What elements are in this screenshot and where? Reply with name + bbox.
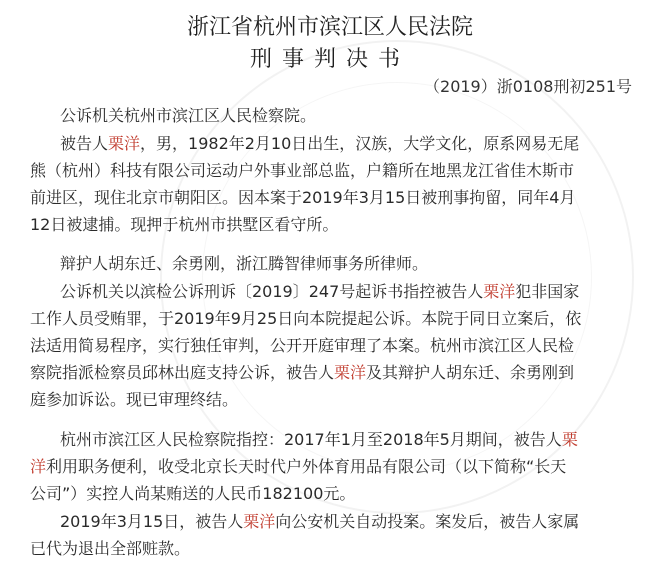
text-line <box>30 250 640 277</box>
text-line <box>30 359 640 386</box>
paragraph <box>30 130 640 238</box>
text-line <box>30 305 640 332</box>
text-segment: 法适用简易程序，实行独任审判，公开开庭审理了本案。杭州市滨江区人民检 <box>30 336 575 355</box>
text-line <box>30 211 640 238</box>
court-name: 浙江省杭州市滨江区人民法院 <box>186 15 473 40</box>
text-line <box>30 184 640 211</box>
document-type-title: 刑事判决书 <box>249 47 410 72</box>
paragraph <box>30 102 640 129</box>
paragraph <box>30 250 640 277</box>
defendant-name-highlight: 栗洋 <box>243 512 276 531</box>
text-line <box>30 332 640 359</box>
text-segment: 及其辩护人胡东迁、余勇刚到 <box>366 363 575 382</box>
text-line <box>30 157 640 184</box>
defendant-name-highlight: 栗 <box>561 430 578 449</box>
text-segment: 前进区，现住北京市朝阳区。因本案于2019年3月15日被刑事拘留，同年4月 <box>30 188 576 207</box>
text-line <box>30 453 640 480</box>
text-segment: 公诉机关杭州市滨江区人民检察院。 <box>60 106 317 125</box>
text-segment: 公诉机关以滨检公诉刑诉〔2019〕247号起诉书指控被告人 <box>60 282 484 301</box>
text-line <box>30 508 640 535</box>
paragraph <box>30 426 640 507</box>
text-segment: 被告人 <box>60 134 109 153</box>
text-segment: 庭参加诉讼。现已审理终结。 <box>30 390 239 409</box>
text-segment: 杭州市滨江区人民检察院指控：2017年1月至2018年5月期间，被告人 <box>60 430 562 449</box>
text-segment: 察院指派检察员邱林出庭支持公诉，被告人 <box>30 363 335 382</box>
text-line <box>30 278 640 305</box>
text-segment: 2019年3月15日，被告人 <box>60 512 244 531</box>
defendant-name-highlight: 栗洋 <box>108 134 141 153</box>
defendant-name-highlight: 栗洋 <box>334 363 367 382</box>
text-line <box>30 130 640 157</box>
text-segment: 公司”）实控人尚某贿送的人民币182100元。 <box>30 484 356 503</box>
text-segment: 工作人员受贿罪，于2019年9月25日向本院提起公诉。本院于同日立案后，依 <box>30 309 582 328</box>
text-segment: 利用职务便利，收受北京长天时代户外体育用品有限公司（以下简称“长天 <box>46 457 567 476</box>
text-line <box>30 102 640 129</box>
text-line <box>30 480 640 507</box>
text-segment: 辩护人胡东迁、余勇刚，浙江腾智律师事务所律师。 <box>60 254 429 273</box>
text-segment: ，男，1982年2月10日出生，汉族，大学文化，原系网易无尾 <box>140 134 580 153</box>
defendant-name-highlight: 栗洋 <box>483 282 516 301</box>
defendant-name-highlight: 洋 <box>30 457 47 476</box>
text-line <box>30 426 640 453</box>
text-segment: 犯非国家 <box>515 282 580 301</box>
text-line <box>30 535 640 562</box>
text-segment: 已代为退出全部赃款。 <box>30 539 191 558</box>
paragraph <box>30 278 640 413</box>
text-segment: 熊（杭州）科技有限公司运动户外事业部总监，户籍所在地黑龙江省佳木斯市 <box>30 161 575 180</box>
text-segment: 12日被逮捕。现押于杭州市拱墅区看守所。 <box>30 215 339 234</box>
text-line <box>30 386 640 413</box>
text-segment: 向公安机关自动投案。案发后，被告人家属 <box>275 512 580 531</box>
case-number: （2019）浙0108刑初251号 <box>424 77 632 96</box>
